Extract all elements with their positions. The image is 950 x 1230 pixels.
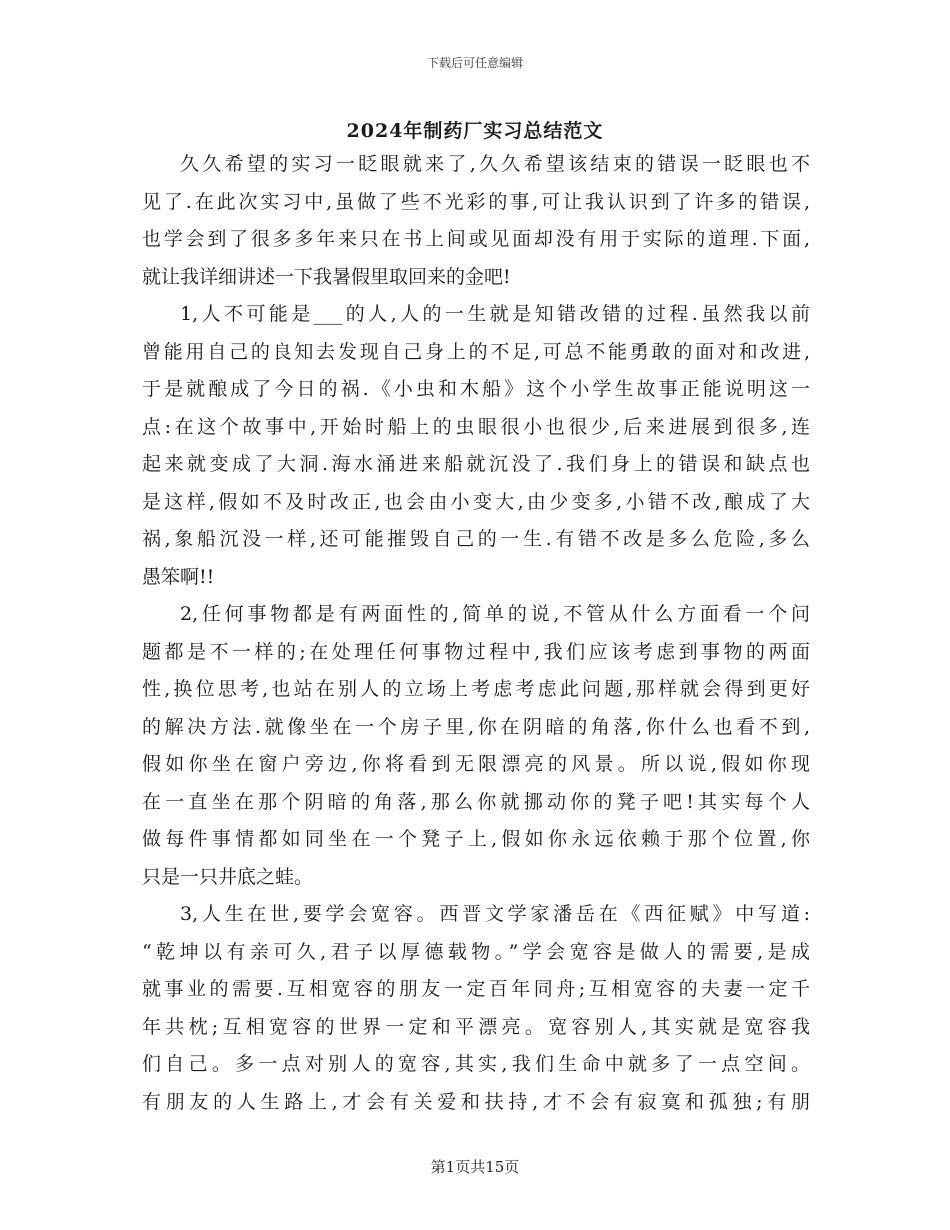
text-line: 见了.在此次实习中,虽做了些不光彩的事,可让我认识到了许多的错误, bbox=[142, 190, 810, 213]
text-line: “乾坤以有亲可久,君子以厚德载物。”学会宽容是做人的需要,是成 bbox=[142, 940, 810, 963]
document-title: 2024年制药厂实习总结范文 bbox=[346, 120, 604, 142]
text-line: 做每件事情都如同坐在一个凳子上,假如你永远依赖于那个位置,你 bbox=[142, 828, 810, 850]
text-line: 假如你坐在窗户旁边,你将看到无限漂亮的风景。所以说,假如你现 bbox=[142, 753, 810, 775]
text-line: 只是一只井底之蛙。 bbox=[142, 865, 314, 888]
text-line: 3,人生在世,要学会宽容。西晋文学家潘岳在《西征赋》中写道: bbox=[180, 903, 810, 925]
text-line: 就让我详细讲述一下我暑假里取回来的金吧! bbox=[142, 265, 511, 288]
page-footer: 第1页共15页 bbox=[430, 1158, 520, 1176]
text-line: 起来就变成了大洞.海水涌进来船就沉没了.我们身上的错误和缺点也 bbox=[142, 453, 810, 475]
text-line: 祸,象船沉没一样,还可能摧毁自己的一生.有错不改是多么危险,多么 bbox=[142, 528, 810, 550]
text-line: 1,人不可能是___的人,人的一生就是知错改错的过程.虽然我以前 bbox=[180, 303, 810, 325]
text-line: 久久希望的实习一眨眼就来了,久久希望该结束的错误一眨眼也不 bbox=[180, 153, 810, 175]
text-line: 也学会到了很多多年来只在书上间或见面却没有用于实际的道理.下面, bbox=[142, 228, 810, 250]
text-line: 曾能用自己的良知去发现自己身上的不足,可总不能勇敢的面对和改进, bbox=[142, 340, 810, 363]
header-note: 下载后可任意编辑 bbox=[426, 56, 523, 70]
document-body bbox=[142, 146, 810, 1121]
text-line: 2,任何事物都是有两面性的,简单的说,不管从什么方面看一个问 bbox=[180, 603, 810, 625]
text-line: 是这样,假如不及时改正,也会由小变大,由少变多,小错不改,酿成了大 bbox=[142, 490, 810, 513]
text-line: 年共枕;互相宽容的世界一定和平漂亮。宽容别人,其实就是宽容我 bbox=[142, 1015, 810, 1038]
text-line: 愚笨啊!! bbox=[142, 565, 215, 588]
text-line: 就事业的需要.互相宽容的朋友一定百年同舟;互相宽容的夫妻一定千 bbox=[142, 978, 810, 1000]
text-line: 有朋友的人生路上,才会有关爱和扶持,才不会有寂寞和孤独;有朋 bbox=[142, 1090, 810, 1113]
text-line: 点:在这个故事中,开始时船上的虫眼很小也很少,后来进展到很多,连 bbox=[142, 415, 810, 438]
text-line: 题都是不一样的;在处理任何事物过程中,我们应该考虑到事物的两面 bbox=[142, 640, 810, 663]
text-line: 于是就酿成了今日的祸.《小虫和木船》这个小学生故事正能说明这一 bbox=[142, 378, 810, 400]
text-line: 性,换位思考,也站在别人的立场上考虑考虑此问题,那样就会得到更好 bbox=[142, 678, 810, 700]
text-line: 的解决方法.就像坐在一个房子里,你在阴暗的角落,你什么也看不到, bbox=[142, 715, 810, 738]
text-line: 们自己。多一点对别人的宽容,其实,我们生命中就多了一点空间。 bbox=[142, 1053, 810, 1075]
text-line: 在一直坐在那个阴暗的角落,那么你就挪动你的凳子吧!其实每个人 bbox=[142, 790, 810, 813]
